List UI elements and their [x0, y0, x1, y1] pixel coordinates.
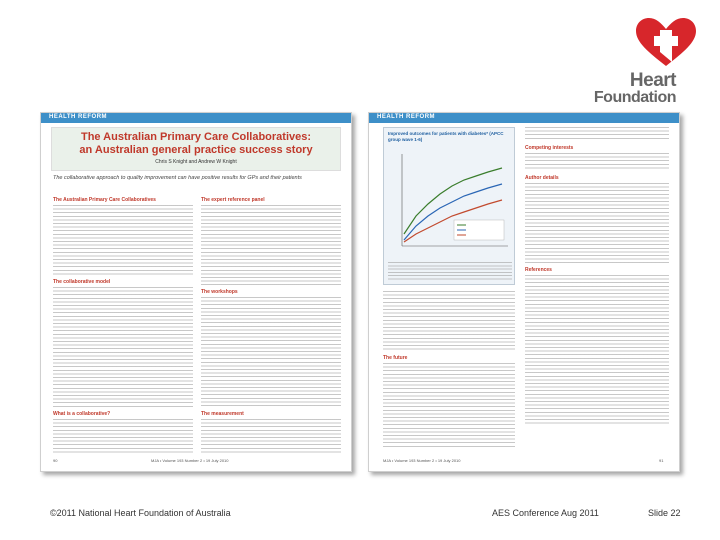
body-text-column: [383, 363, 515, 449]
page-number: 90: [53, 458, 58, 463]
logo-line2: Foundation: [593, 89, 676, 106]
section-heading: The collaborative model: [53, 279, 111, 285]
body-text-column: [53, 419, 193, 453]
section-heading: Author details: [525, 175, 559, 181]
section-heading: Competing interests: [525, 145, 574, 151]
journal-page-left: [40, 112, 352, 472]
body-text-column: [201, 419, 341, 453]
section-heading: The Australian Primary Care Collaboratives: [53, 197, 156, 203]
journal-page-right: [368, 112, 680, 472]
section-heading: What is a collaborative?: [53, 411, 111, 417]
section-heading: The workshops: [201, 289, 238, 295]
body-text-column: [53, 287, 193, 407]
body-text-column: [201, 205, 341, 285]
body-text-column: [201, 297, 341, 407]
section-heading: The measurement: [201, 411, 244, 417]
line-chart: [384, 146, 514, 256]
article-authors: Chris S Knight and Andrew W Knight: [155, 159, 237, 165]
references-list: [525, 275, 669, 425]
page-number: 91: [659, 458, 664, 463]
body-text-column: [383, 291, 515, 351]
article-title-line1: The Australian Primary Care Collaboratives:: [80, 131, 312, 143]
section-heading: The expert reference panel: [201, 197, 265, 203]
article-abstract: The collaborative approach to quality improvement can have positive results for GPs and their patients: [53, 175, 302, 181]
logo-wordmark: [593, 70, 676, 106]
figure-chart: [383, 127, 515, 285]
heart-foundation-logo: [593, 14, 706, 114]
heart-icon: [596, 14, 706, 74]
article-title-box: [51, 127, 341, 171]
article-title: [52, 131, 340, 157]
page-footer: MJA • Volume 193 Number 2 • 19 July 2010: [151, 458, 229, 463]
page-header-bar: [369, 113, 679, 123]
chart-caption: [388, 262, 512, 282]
page-header-label: HEALTH REFORM: [377, 114, 436, 120]
body-text-column: [53, 205, 193, 275]
section-heading: The future: [383, 355, 408, 361]
article-title-line2: an Australian general practice success story: [79, 144, 313, 156]
chart-title: Improved outcomes for patients with diabetes* (APCC group wave 1-6): [388, 131, 504, 142]
page-footer: MJA • Volume 193 Number 2 • 19 July 2010: [383, 458, 461, 463]
conference-footer: AES Conference Aug 2011: [492, 508, 599, 518]
page-header-bar: [41, 113, 351, 123]
section-heading: References: [525, 267, 552, 273]
slide-number: Slide 22: [648, 508, 681, 518]
copyright-footer: ©2011 National Heart Foundation of Australia: [50, 508, 231, 518]
body-text-column: [525, 127, 669, 141]
body-text-column: [525, 153, 669, 171]
page-header-label: HEALTH REFORM: [49, 114, 108, 120]
body-text-column: [525, 183, 669, 263]
logo-line1: Heart: [629, 70, 676, 91]
